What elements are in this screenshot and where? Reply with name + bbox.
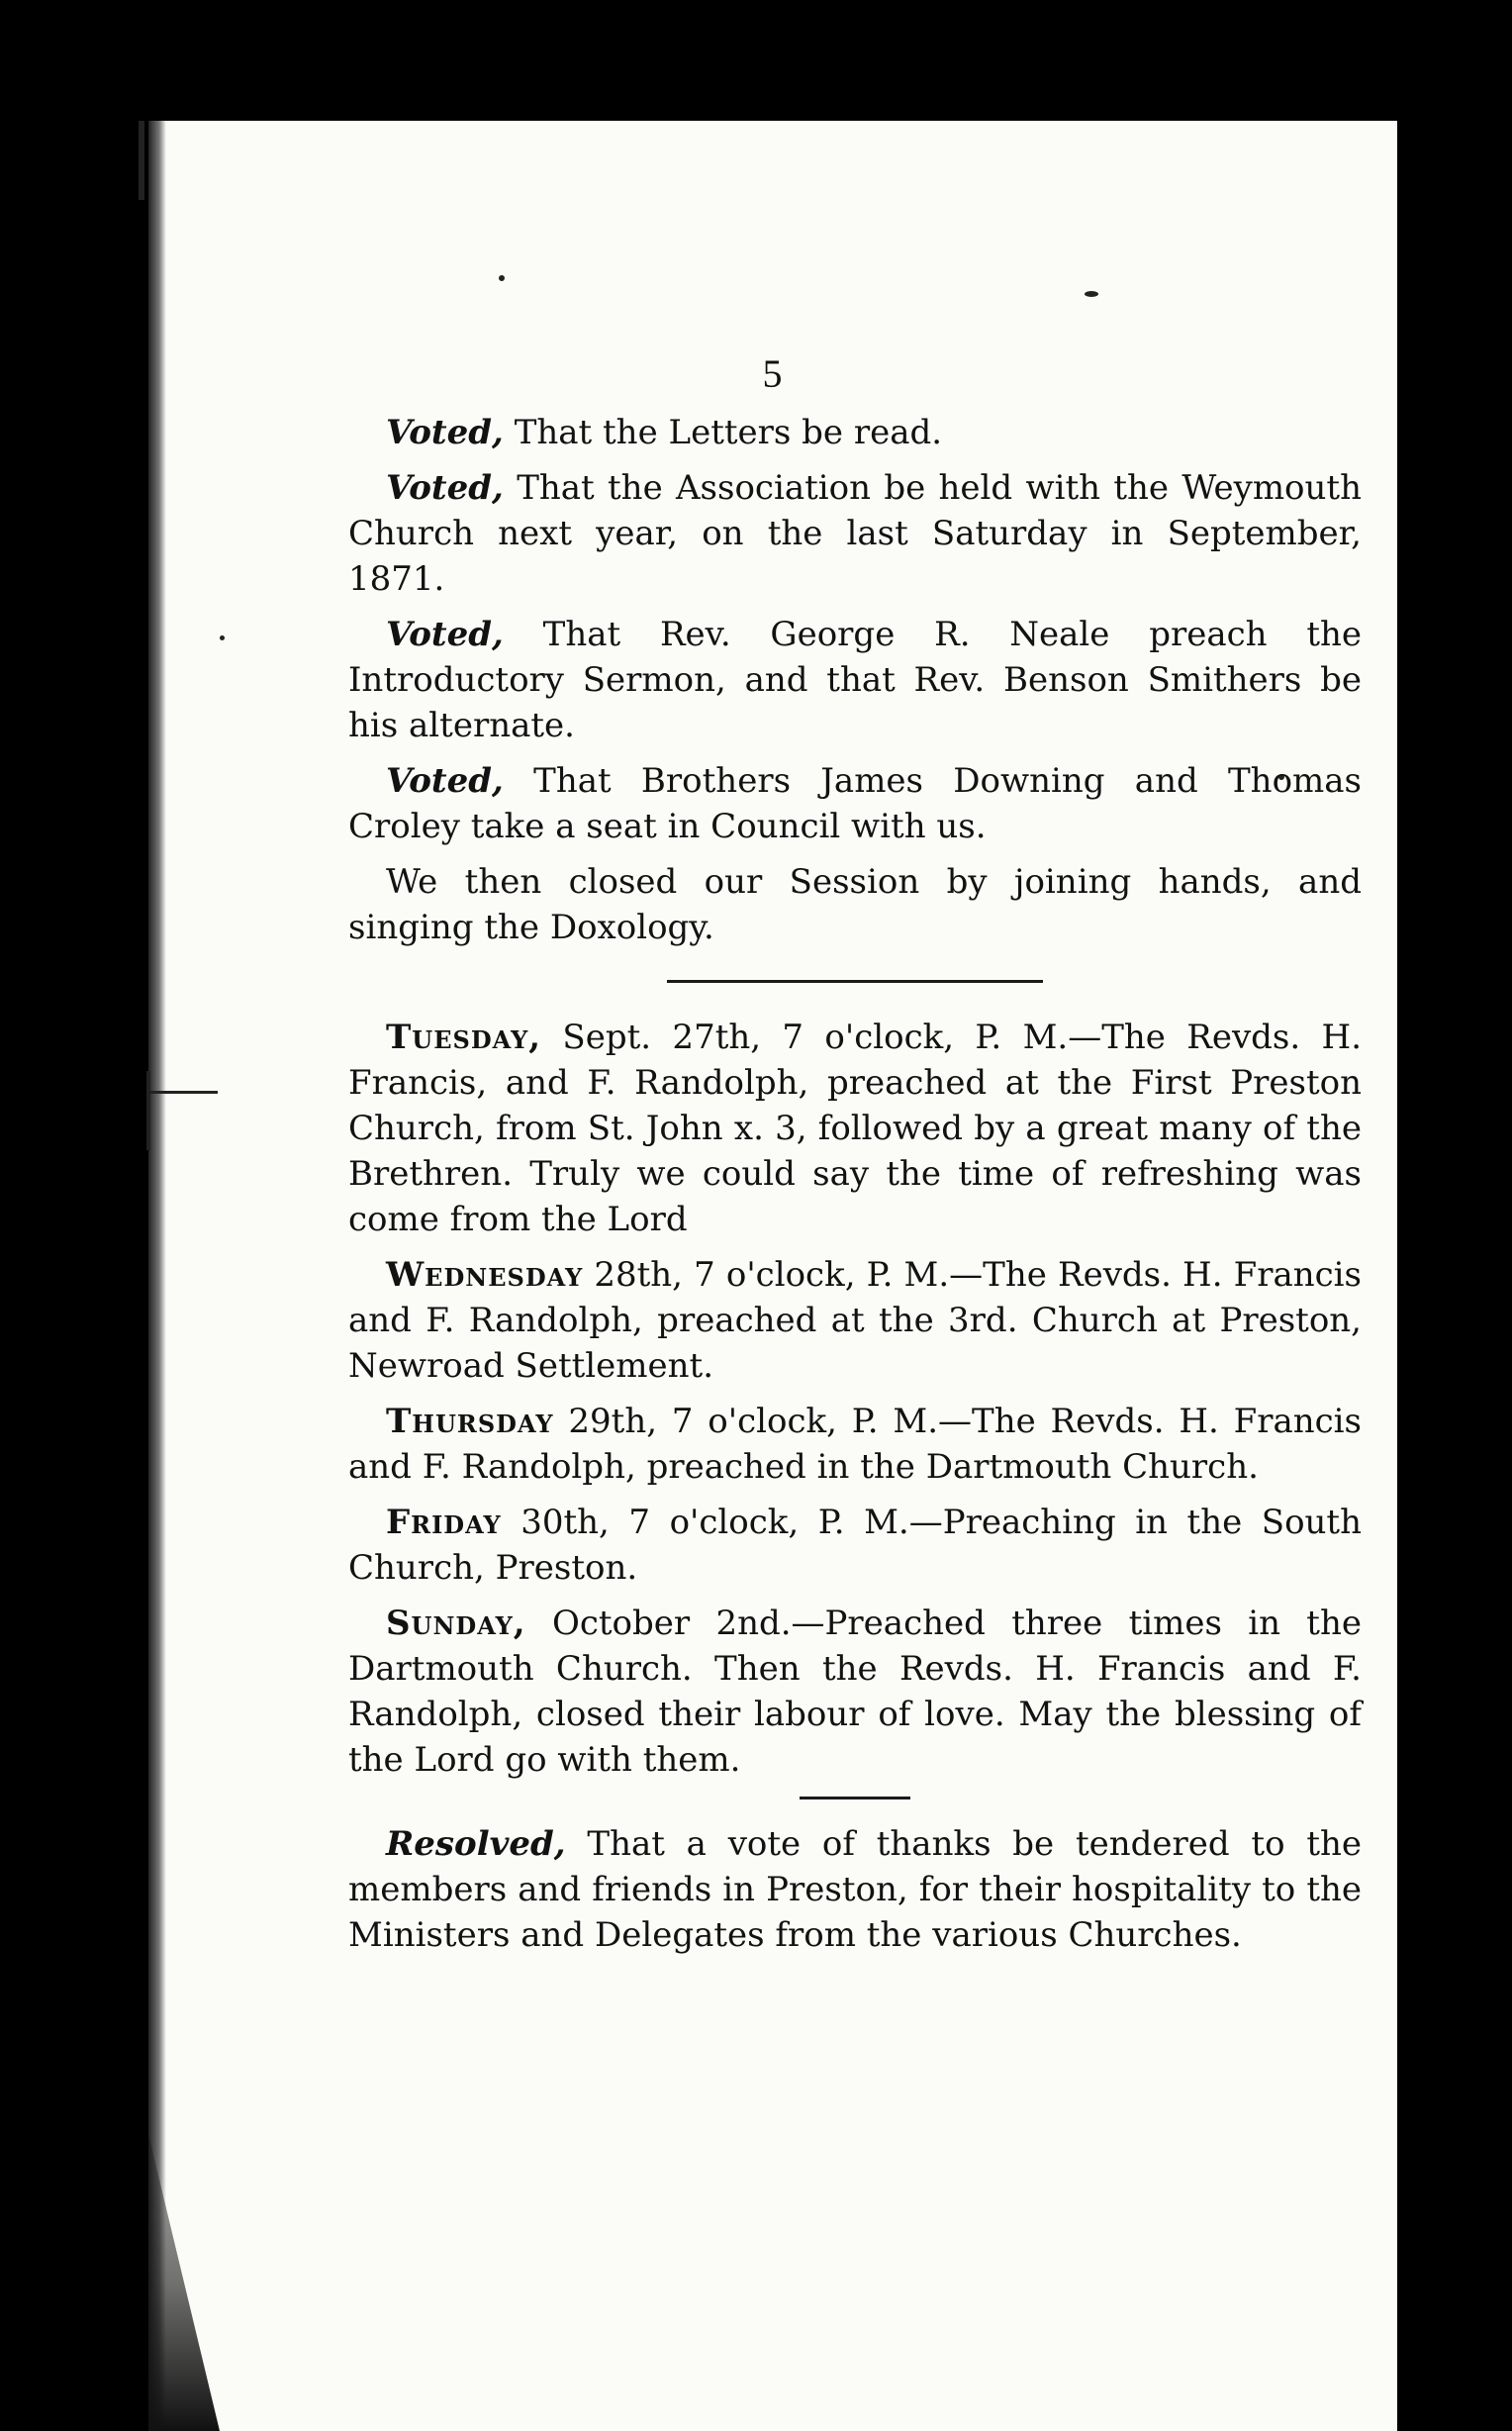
vote-lead: Voted, — [386, 615, 504, 654]
section-divider — [667, 980, 1043, 983]
page-corner-shadow — [148, 1936, 267, 2431]
schedule-day: Thursday — [386, 1402, 554, 1441]
resolution-lead: Resolved, — [386, 1824, 566, 1864]
vote-paragraph — [348, 758, 1362, 849]
schedule-paragraph — [348, 1500, 1362, 1591]
vote-text: That Brothers James Downing and Thomas Croley take a seat in Council with us. — [348, 761, 1362, 846]
scan-speck — [220, 635, 225, 640]
scan-mark-left — [146, 1071, 150, 1150]
resolution-paragraph — [348, 1821, 1362, 1958]
text-column — [348, 410, 1362, 1970]
scan-speck — [1085, 291, 1098, 297]
schedule-text: 29th, 7 o'clock, P. M.—The Revds. H. Francis and F. Randolph, preached in the Dartmouth Church. — [348, 1402, 1362, 1487]
schedule-paragraph — [348, 1015, 1362, 1242]
document-page — [148, 121, 1397, 2431]
scan-mark-tick — [148, 1091, 218, 1094]
vote-paragraph — [348, 465, 1362, 602]
schedule-paragraph — [348, 1399, 1362, 1490]
vote-paragraph — [348, 612, 1362, 748]
schedule-paragraph — [348, 1601, 1362, 1783]
page-number: 5 — [762, 351, 784, 396]
section-divider-short — [800, 1797, 910, 1799]
schedule-day: Tuesday, — [386, 1018, 542, 1057]
schedule-text: 30th, 7 o'clock, P. M.—Preaching in the South Church, Preston. — [348, 1503, 1362, 1588]
scan-speck — [499, 275, 505, 281]
vote-lead: Voted, — [386, 468, 504, 508]
schedule-text: Sept. 27th, 7 o'clock, P. M.—The Revds. H. Francis, and F. Randolph, preached at the First Preston Church, from St. John x. 3, followed by a great many of the Brethren. Truly we could say the time of refreshing was come from the Lord — [348, 1018, 1362, 1239]
closing-paragraph: We then closed our Session by joining hands, and singing the Doxology. — [348, 862, 1362, 947]
schedule-day: Wednesday — [386, 1255, 584, 1295]
page-spine-shadow — [148, 121, 166, 2431]
schedule-day: Friday — [386, 1503, 502, 1542]
schedule-paragraph — [348, 1252, 1362, 1389]
schedule-day: Sunday, — [386, 1604, 526, 1643]
vote-lead: Voted, — [386, 761, 504, 801]
schedule-text: 28th, 7 o'clock, P. M.—The Revds. H. Francis and F. Randolph, preached at the 3rd. Church at Preston, Newroad Settlement. — [348, 1255, 1362, 1386]
vote-text: That the Association be held with the Weymouth Church next year, on the last Saturday in September, 1871. — [348, 468, 1362, 599]
vote-paragraph — [348, 410, 1362, 455]
vote-lead: Voted, — [386, 413, 504, 452]
vote-text: That Rev. George R. Neale preach the Introductory Sermon, and that Rev. Benson Smithers be his alternate. — [348, 615, 1362, 745]
schedule-text: October 2nd.—Preached three times in the Dartmouth Church. Then the Revds. H. Francis and F. Randolph, closed their labour of love. May the blessing of the Lord go with them. — [348, 1604, 1362, 1780]
vote-text: That the Letters be read. — [503, 413, 943, 452]
scan-mark-top — [139, 121, 144, 200]
resolution-text: That a vote of thanks be tendered to the members and friends in Preston, for their hospitality to the Ministers and Delegates from the various Churches. — [348, 1824, 1362, 1955]
